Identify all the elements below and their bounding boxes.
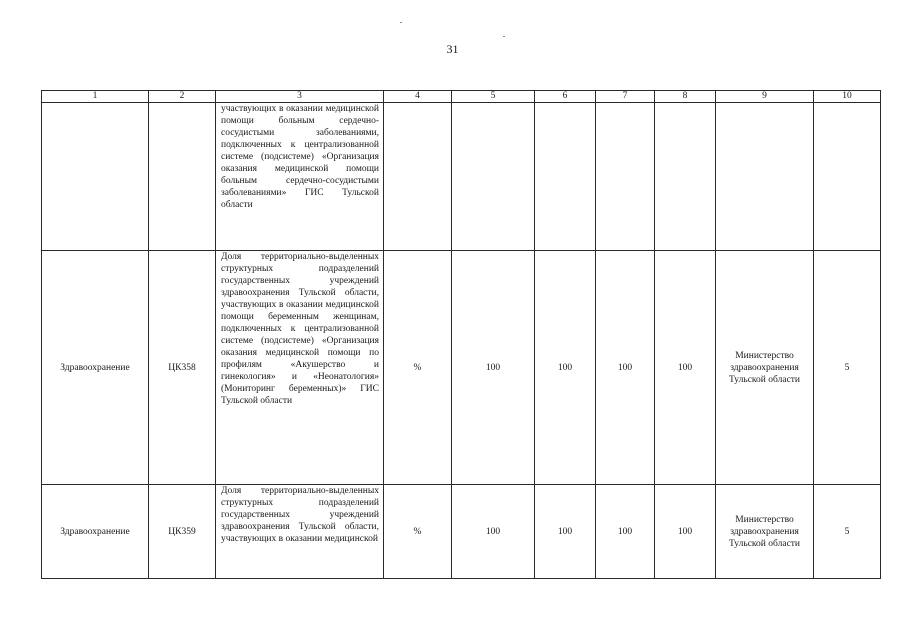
- scan-speck: [503, 36, 505, 37]
- value-cell-10: 5: [814, 251, 881, 485]
- responsible-cell: Министерство здравоохранения Тульской области: [716, 485, 814, 579]
- unit-cell: %: [384, 485, 452, 579]
- value-cell-8: 100: [655, 485, 716, 579]
- indicator-description: участвующих в оказании медицинской помощи больным сердечно-сосудистыми заболеваниями, подключенных к централизованной системе (подсистеме) «Организация оказания медицинской помощи больным сердечно-сосудистыми заболеваниями» ГИС Тульской области: [216, 103, 384, 251]
- value-cell-5: 100: [452, 485, 535, 579]
- value-cell-10: 5: [814, 485, 881, 579]
- indicator-description: Доля территориально-выделенных структурных подразделений государственных учреждений здравоохранения Тульской области, участвующих в оказании медицинской: [216, 485, 384, 579]
- header-row: [42, 91, 881, 103]
- responsible-cell: Министерство здравоохранения Тульской области: [716, 251, 814, 485]
- code-cell: ЦК358: [149, 251, 216, 485]
- value-cell-8: 100: [655, 251, 716, 485]
- scan-speck: [400, 22, 402, 23]
- header-cell-4: 4: [384, 91, 452, 103]
- value-cell-7: [596, 103, 655, 251]
- table-row: [42, 251, 881, 485]
- value-cell-6: 100: [535, 485, 596, 579]
- header-cell-10: 10: [814, 91, 881, 103]
- value-cell-6: [535, 103, 596, 251]
- indicators-table: [41, 90, 881, 579]
- indicator-description: Доля территориально-выделенных структурных подразделений государственных учреждений здравоохранения Тульской области, участвующих в оказании медицинской помощи беременным женщинам, подключенных к централизованной системе (подсистеме) «Организация оказания медицинской помощи по профилям «Акушерство и гинекология» и «Неонатология» (Мониторинг беременных)» ГИС Тульской области: [216, 251, 384, 485]
- value-cell-7: 100: [596, 485, 655, 579]
- header-cell-2: 2: [149, 91, 216, 103]
- page-number: 31: [446, 42, 459, 56]
- header-cell-1: 1: [42, 91, 149, 103]
- header-cell-3: 3: [216, 91, 384, 103]
- unit-cell: %: [384, 251, 452, 485]
- value-cell-5: [452, 103, 535, 251]
- header-cell-9: 9: [716, 91, 814, 103]
- header-cell-7: 7: [596, 91, 655, 103]
- sector-cell: Здравоохранение: [42, 485, 149, 579]
- value-cell-7: 100: [596, 251, 655, 485]
- header-cell-8: 8: [655, 91, 716, 103]
- unit-cell: [384, 103, 452, 251]
- code-cell: [149, 103, 216, 251]
- value-cell-6: 100: [535, 251, 596, 485]
- code-cell: ЦК359: [149, 485, 216, 579]
- header-cell-5: 5: [452, 91, 535, 103]
- responsible-cell: [716, 103, 814, 251]
- sector-cell: [42, 103, 149, 251]
- value-cell-10: [814, 103, 881, 251]
- header-cell-6: 6: [535, 91, 596, 103]
- table-row: [42, 485, 881, 579]
- sector-cell: Здравоохранение: [42, 251, 149, 485]
- value-cell-8: [655, 103, 716, 251]
- table-row: [42, 103, 881, 251]
- value-cell-5: 100: [452, 251, 535, 485]
